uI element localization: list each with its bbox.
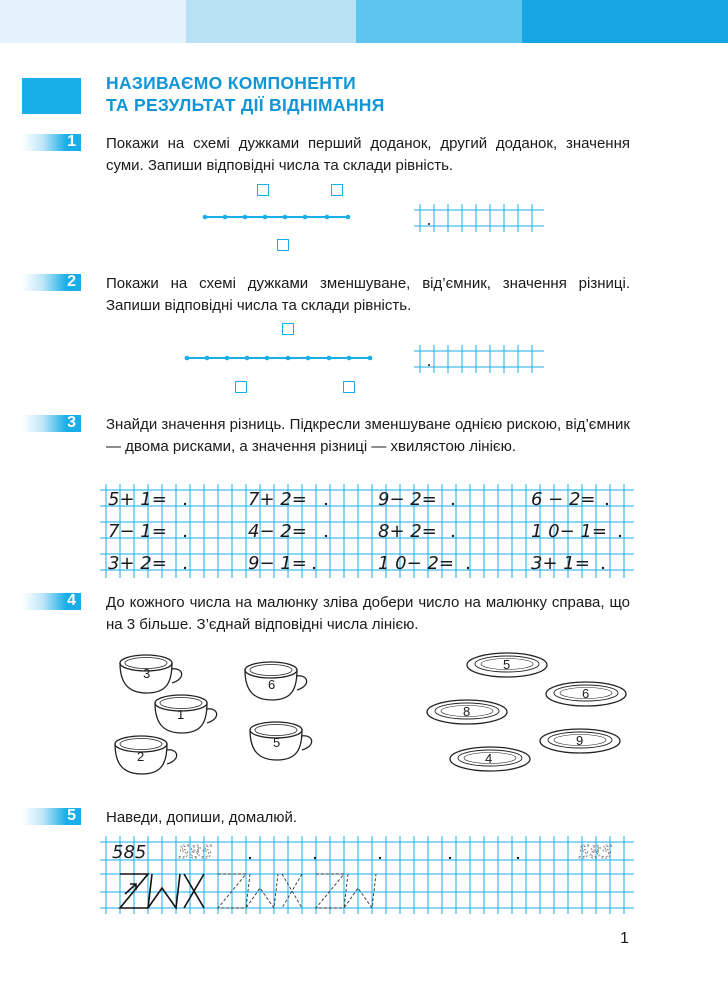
task-1-number: 1 bbox=[67, 133, 76, 150]
task-3-number-tab bbox=[22, 415, 81, 432]
pattern-digits-solid: 585 bbox=[112, 842, 147, 863]
task-1-answer-box-3[interactable] bbox=[277, 239, 289, 251]
expression-r3c4: 3+ 1= bbox=[531, 553, 590, 574]
task-2-answer-box-2[interactable] bbox=[235, 381, 247, 393]
plate-8-number: 8 bbox=[463, 704, 471, 719]
expression-r3c1: 3+ 2= bbox=[108, 553, 167, 574]
cup-5[interactable] bbox=[250, 722, 312, 760]
page-title bbox=[106, 72, 385, 116]
cup-1[interactable] bbox=[155, 695, 217, 733]
plate-8[interactable] bbox=[427, 700, 507, 724]
plate-5-number: 5 bbox=[503, 657, 511, 672]
pattern-digits-dotted-2: 585 bbox=[578, 842, 613, 863]
task-4-number-tab bbox=[22, 593, 81, 610]
expression-r2c4: 1 0− 1= bbox=[531, 521, 607, 542]
task-1-number-tab bbox=[22, 134, 81, 151]
task-2-number-line bbox=[182, 351, 382, 365]
expression-r1c1: 5+ 1= bbox=[108, 489, 167, 510]
expression-r1c3: 9− 2= bbox=[378, 489, 437, 510]
task-1-answer-box-2[interactable] bbox=[331, 184, 343, 196]
task-2-number: 2 bbox=[67, 273, 76, 290]
task-3-number: 3 bbox=[67, 414, 76, 431]
expression-r2c1: 7− 1= bbox=[108, 521, 167, 542]
cup-6-number: 6 bbox=[268, 677, 276, 692]
expression-r1c2: 7+ 2= bbox=[248, 489, 307, 510]
expression-r2c3: 8+ 2= bbox=[378, 521, 437, 542]
header-color-bar bbox=[0, 0, 728, 43]
plate-9[interactable] bbox=[540, 729, 620, 753]
task-2-text: Покажи на схемі дужками зменшуване, від’ємник, значення різниці. Запиши відповідні числа та склади рівність. bbox=[106, 275, 630, 314]
task-2-answer-box-1[interactable] bbox=[282, 323, 294, 335]
plate-4-number: 4 bbox=[485, 751, 493, 766]
plate-4[interactable] bbox=[450, 747, 530, 771]
cup-1-number: 1 bbox=[177, 707, 185, 722]
cup-6[interactable] bbox=[245, 662, 307, 700]
task-5-pattern-grid[interactable] bbox=[100, 836, 636, 916]
task-3-text: Знайди значення різниць. Підкресли зменшуване однією рискою, від’ємник — двома рисками, а значення різниці — хвилястою лінією. bbox=[106, 416, 630, 455]
pattern-digits-dotted-1: 585 bbox=[178, 842, 213, 863]
plate-6[interactable] bbox=[546, 682, 626, 706]
expression-r3c3: 1 0− 2= bbox=[378, 553, 454, 574]
task-4-number: 4 bbox=[67, 592, 76, 609]
task-5-number: 5 bbox=[67, 807, 76, 824]
title-accent-block bbox=[22, 78, 81, 114]
cup-2[interactable] bbox=[115, 736, 177, 774]
task-1-answer-box-1[interactable] bbox=[257, 184, 269, 196]
cup-5-number: 5 bbox=[273, 735, 281, 750]
header-bar-segment-4 bbox=[522, 0, 728, 43]
page-title-line-2: ТА РЕЗУЛЬТАТ ДІЇ ВІДНІМАННЯ bbox=[106, 95, 385, 115]
expression-r2c2: 4− 2= bbox=[248, 521, 307, 542]
task-2-number-tab bbox=[22, 274, 81, 291]
expression-r1c4: 6 − 2= bbox=[531, 489, 596, 510]
task-5-number-tab bbox=[22, 808, 81, 825]
cup-3-number: 3 bbox=[143, 666, 151, 681]
task-2-answer-grid[interactable] bbox=[414, 345, 549, 373]
task-4-illustration bbox=[100, 645, 640, 785]
header-bar-segment-3 bbox=[356, 0, 522, 43]
task-1-answer-grid[interactable] bbox=[414, 204, 549, 232]
page-number: 1 bbox=[620, 930, 629, 947]
page-title-line-1: НАЗИВАЄМО КОМПОНЕНТИ bbox=[106, 73, 356, 93]
header-bar-segment-2 bbox=[186, 0, 356, 43]
task-4-text: До кожного числа на малюнку зліва добери число на малюнку справа, що на 3 більше. З’єднай відповідні числа лінією. bbox=[106, 594, 630, 633]
expression-r3c2: 9− 1= bbox=[248, 553, 307, 574]
task-3-expression-grid[interactable] bbox=[100, 484, 636, 580]
cup-3[interactable] bbox=[120, 655, 182, 693]
plate-9-number: 9 bbox=[576, 733, 584, 748]
task-2-answer-box-3[interactable] bbox=[343, 381, 355, 393]
cup-2-number: 2 bbox=[137, 749, 145, 764]
task-1-number-line bbox=[200, 210, 360, 224]
task-1-text: Покажи на схемі дужками перший доданок, другий доданок, значення суми. Запиши відповідні числа та склади рівність. bbox=[106, 135, 630, 174]
zigzag-pattern-dotted bbox=[218, 874, 376, 908]
task-5-text: Наведи, допиши, домалюй. bbox=[106, 809, 298, 826]
plate-6-number: 6 bbox=[582, 686, 590, 701]
header-bar-segment-1 bbox=[0, 0, 186, 43]
plate-5[interactable] bbox=[467, 653, 547, 677]
